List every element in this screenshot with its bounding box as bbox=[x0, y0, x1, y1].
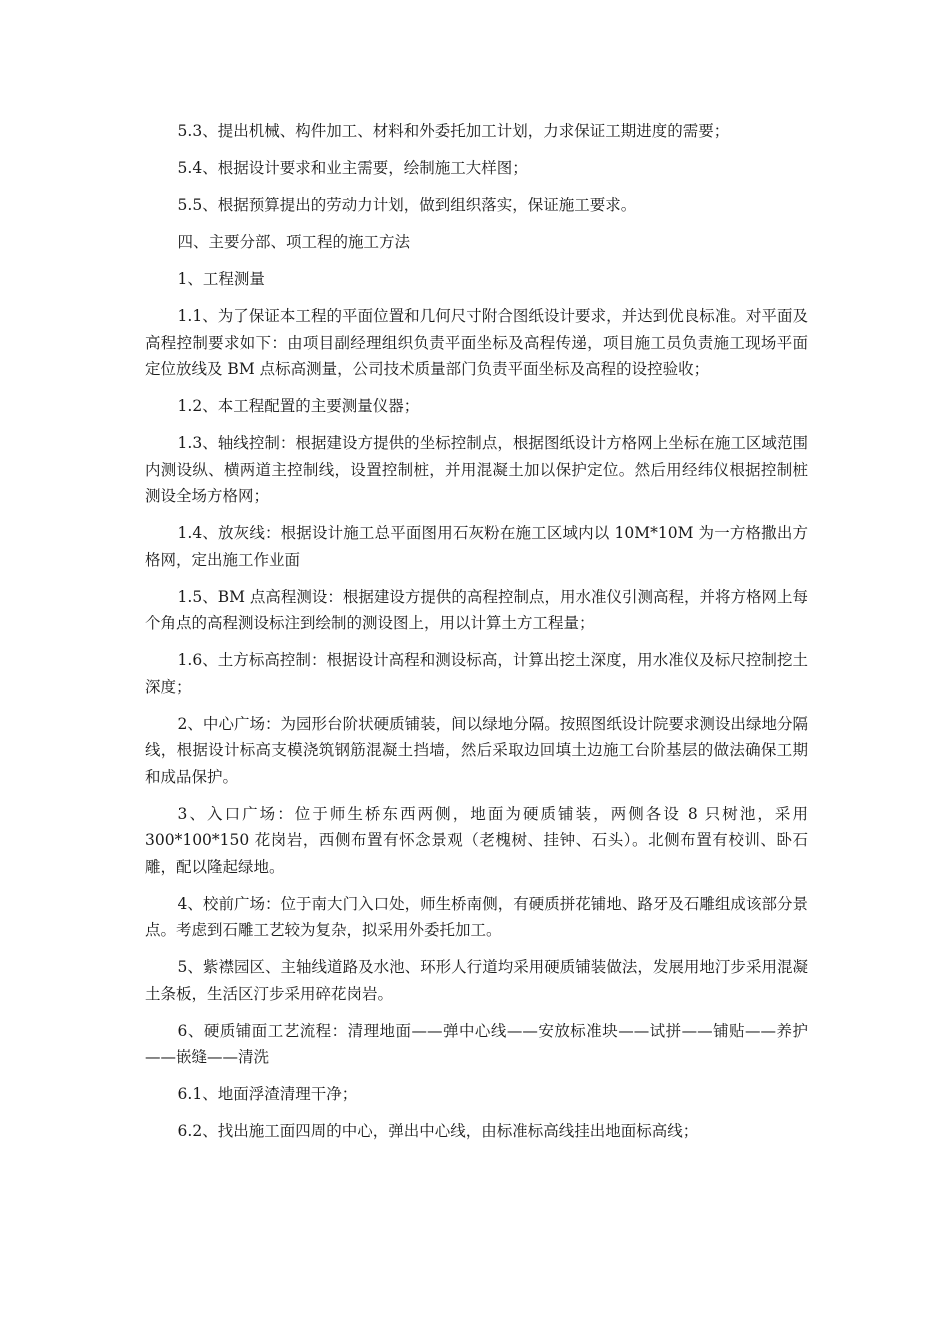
paragraph-5-3: 5.3、提出机械、构件加工、材料和外委托加工计划，力求保证工期进度的需要； bbox=[177, 122, 730, 140]
paragraph-1-4: 1.4、放灰线：根据设计施工总平面图用石灰粉在施工区域内以 10M*10M 为一方格撒出方格网，定出施工作业面 bbox=[145, 524, 808, 569]
paragraph-2: 2、中心广场：为园形台阶状硬质铺装，间以绿地分隔。按照图纸设计院要求测设出绿地分隔线，根据设计标高支模浇筑钢筋混凝土挡墙，然后采取边回填土边施工台阶基层的做法确保工期和成品保护。 bbox=[145, 714, 808, 786]
paragraph-1-3: 1.3、轴线控制：根据建设方提供的坐标控制点，根据图纸设计方格网上坐标在施工区域范围内测设纵、横两道主控制线，设置控制桩，并用混凝土加以保护定位。然后用经纬仪根据控制桩测设全场方格网； bbox=[145, 434, 808, 505]
paragraph-6-1: 6.1、地面浮渣清理干净； bbox=[177, 1085, 358, 1103]
paragraph-5-4: 5.4、根据设计要求和业主需要，绘制施工大样图； bbox=[177, 159, 528, 177]
paragraph-1-2: 1.2、本工程配置的主要测量仪器； bbox=[177, 397, 420, 415]
subsection-heading-1: 1、工程测量 bbox=[177, 270, 265, 288]
paragraph-5-5: 5.5、根据预算提出的劳动力计划，做到组织落实，保证施工要求。 bbox=[177, 196, 637, 214]
paragraph-1-6: 1.6、土方标高控制：根据设计高程和测设标高，计算出挖土深度，用水准仪及标尺控制挖土深度； bbox=[145, 651, 808, 696]
paragraph-1-5: 1.5、BM 点高程测设：根据建设方提供的高程控制点，用水准仪引测高程，并将方格网上每个角点的高程测设标注到绘制的测设图上，用以计算土方工程量； bbox=[145, 587, 808, 632]
paragraph-1-1: 1.1、为了保证本工程的平面位置和几何尺寸附合图纸设计要求，并达到优良标准。对平面及高程控制要求如下：由项目副经理组织负责平面坐标及高程传递，项目施工员负责施工现场平面定位放线及 BM 点标高测量，公司技术质量部门负责平面坐标及高程的设控验收； bbox=[145, 307, 808, 378]
document-body bbox=[145, 118, 808, 1155]
paragraph-5: 5、紫襟园区、主轴线道路及水池、环形人行道均采用硬质铺装做法，发展用地汀步采用混凝土条板，生活区汀步采用碎花岗岩。 bbox=[145, 958, 808, 1003]
paragraph-6: 6、硬质铺面工艺流程：清理地面——弹中心线——安放标准块——试拼——铺贴——养护——嵌缝——清洗 bbox=[145, 1021, 808, 1066]
paragraph-3: 3、入口广场：位于师生桥东西两侧，地面为硬质铺装，两侧各设 8 只树池，采用 300*100*150 花岗岩，西侧布置有怀念景观（老槐树、挂钟、石头）。北侧布置有校训、卧石雕，配以隆起绿地。 bbox=[145, 804, 808, 876]
paragraph-6-2: 6.2、找出施工面四周的中心，弹出中心线，由标准标高线挂出地面标高线； bbox=[177, 1122, 699, 1140]
section-heading-4: 四、主要分部、项工程的施工方法 bbox=[177, 233, 411, 251]
paragraph-4: 4、校前广场：位于南大门入口处，师生桥南侧，有硬质拼花铺地、路牙及石雕组成该部分景点。考虑到石雕工艺较为复杂，拟采用外委托加工。 bbox=[145, 894, 808, 939]
